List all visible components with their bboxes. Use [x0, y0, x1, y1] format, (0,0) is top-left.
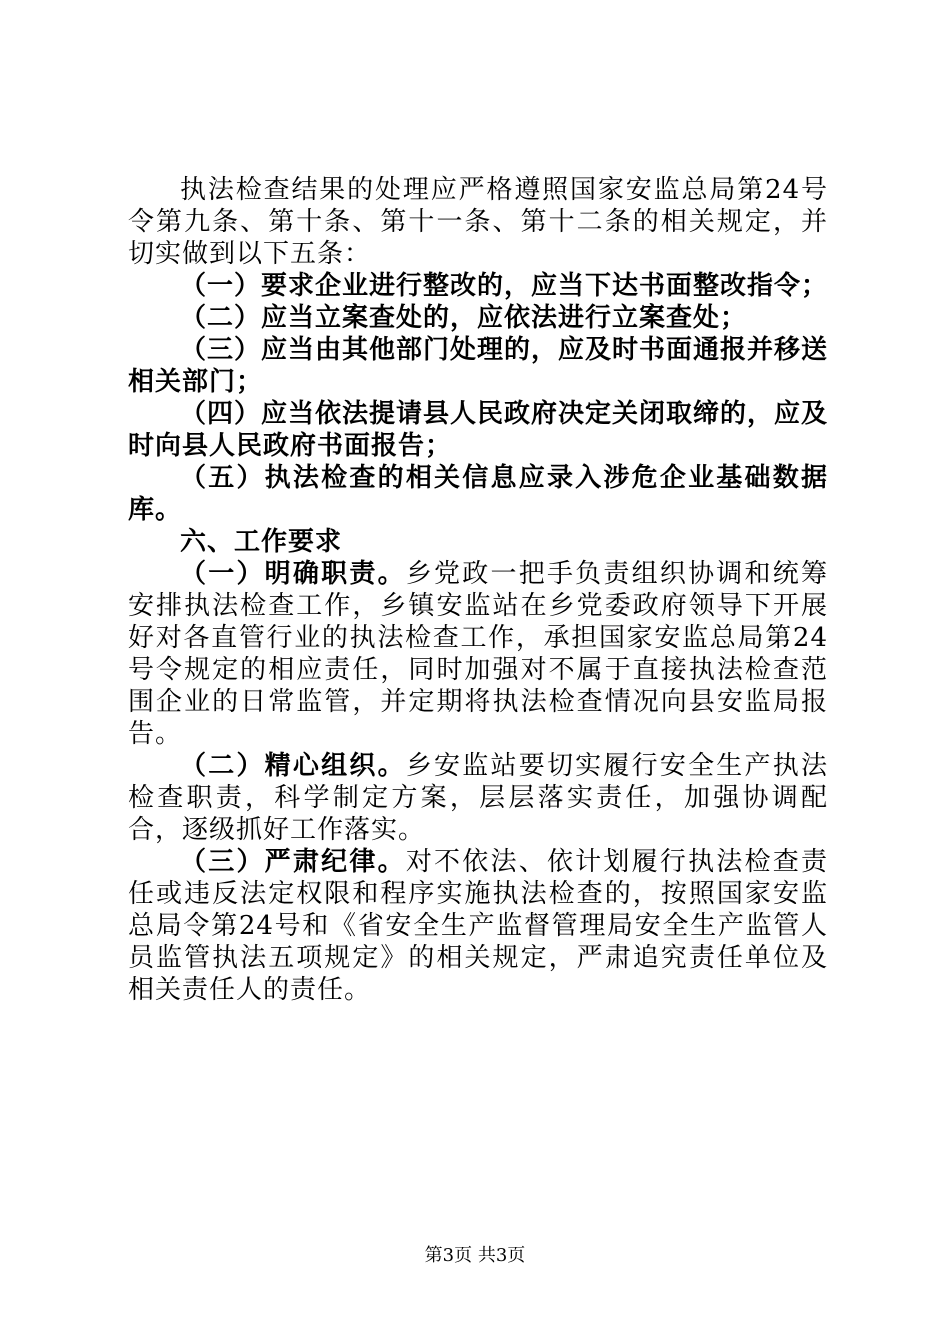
requirement-1	[128, 558, 828, 750]
page-footer	[0, 1245, 950, 1267]
page-number: 第3页 共3页	[424, 1245, 526, 1266]
requirement-3-body: 对不依法、依计划履行执法检查责任或违反法定权限和程序实施执法检查的，按照国家安监总局令第24号和《省安全生产监督管理局安全生产监管人员监管执法五项规定》的相关规定，严肃追究责任单位及相关责任人的责任。	[128, 847, 828, 1005]
requirement-3	[128, 846, 828, 1006]
list-item-2: （二）应当立案查处的，应依法进行立案查处；	[180, 303, 748, 333]
document-body	[128, 174, 828, 1006]
requirement-1-heading: （一）明确职责。	[180, 559, 406, 589]
requirement-2-heading: （二）精心组织。	[180, 751, 406, 781]
list-item-4: （四）应当依法提请县人民政府决定关闭取缔的，应及时向县人民政府书面报告；	[128, 399, 829, 461]
intro-paragraph: 执法检查结果的处理应严格遵照国家安监总局第24号令第九条、第十条、第十一条、第十二条的相关规定，并切实做到以下五条：	[128, 175, 828, 269]
list-item-5: （五）执法检查的相关信息应录入涉危企业基础数据库。	[128, 463, 828, 525]
requirement-3-heading: （三）严肃纪律。	[180, 847, 406, 877]
requirement-2-body: 乡安监站要切实履行安全生产执法检查职责，科学制定方案，层层落实责任，加强协调配合，逐级抓好工作落实。	[128, 751, 828, 845]
requirement-1-body: 乡党政一把手负责组织协调和统筹安排执法检查工作，乡镇安监站在乡党委政府领导下开展好对各直管行业的执法检查工作，承担国家安监总局第24号令规定的相应责任，同时加强对不属于直接执法检查范围企业的日常监管，并定期将执法检查情况向县安监局报告。	[128, 559, 828, 749]
list-item-1: （一）要求企业进行整改的，应当下达书面整改指令；	[180, 271, 829, 301]
requirement-2	[128, 750, 828, 846]
section-heading: 六、工作要求	[180, 527, 343, 557]
list-item-3: （三）应当由其他部门处理的，应及时书面通报并移送相关部门；	[128, 335, 829, 397]
